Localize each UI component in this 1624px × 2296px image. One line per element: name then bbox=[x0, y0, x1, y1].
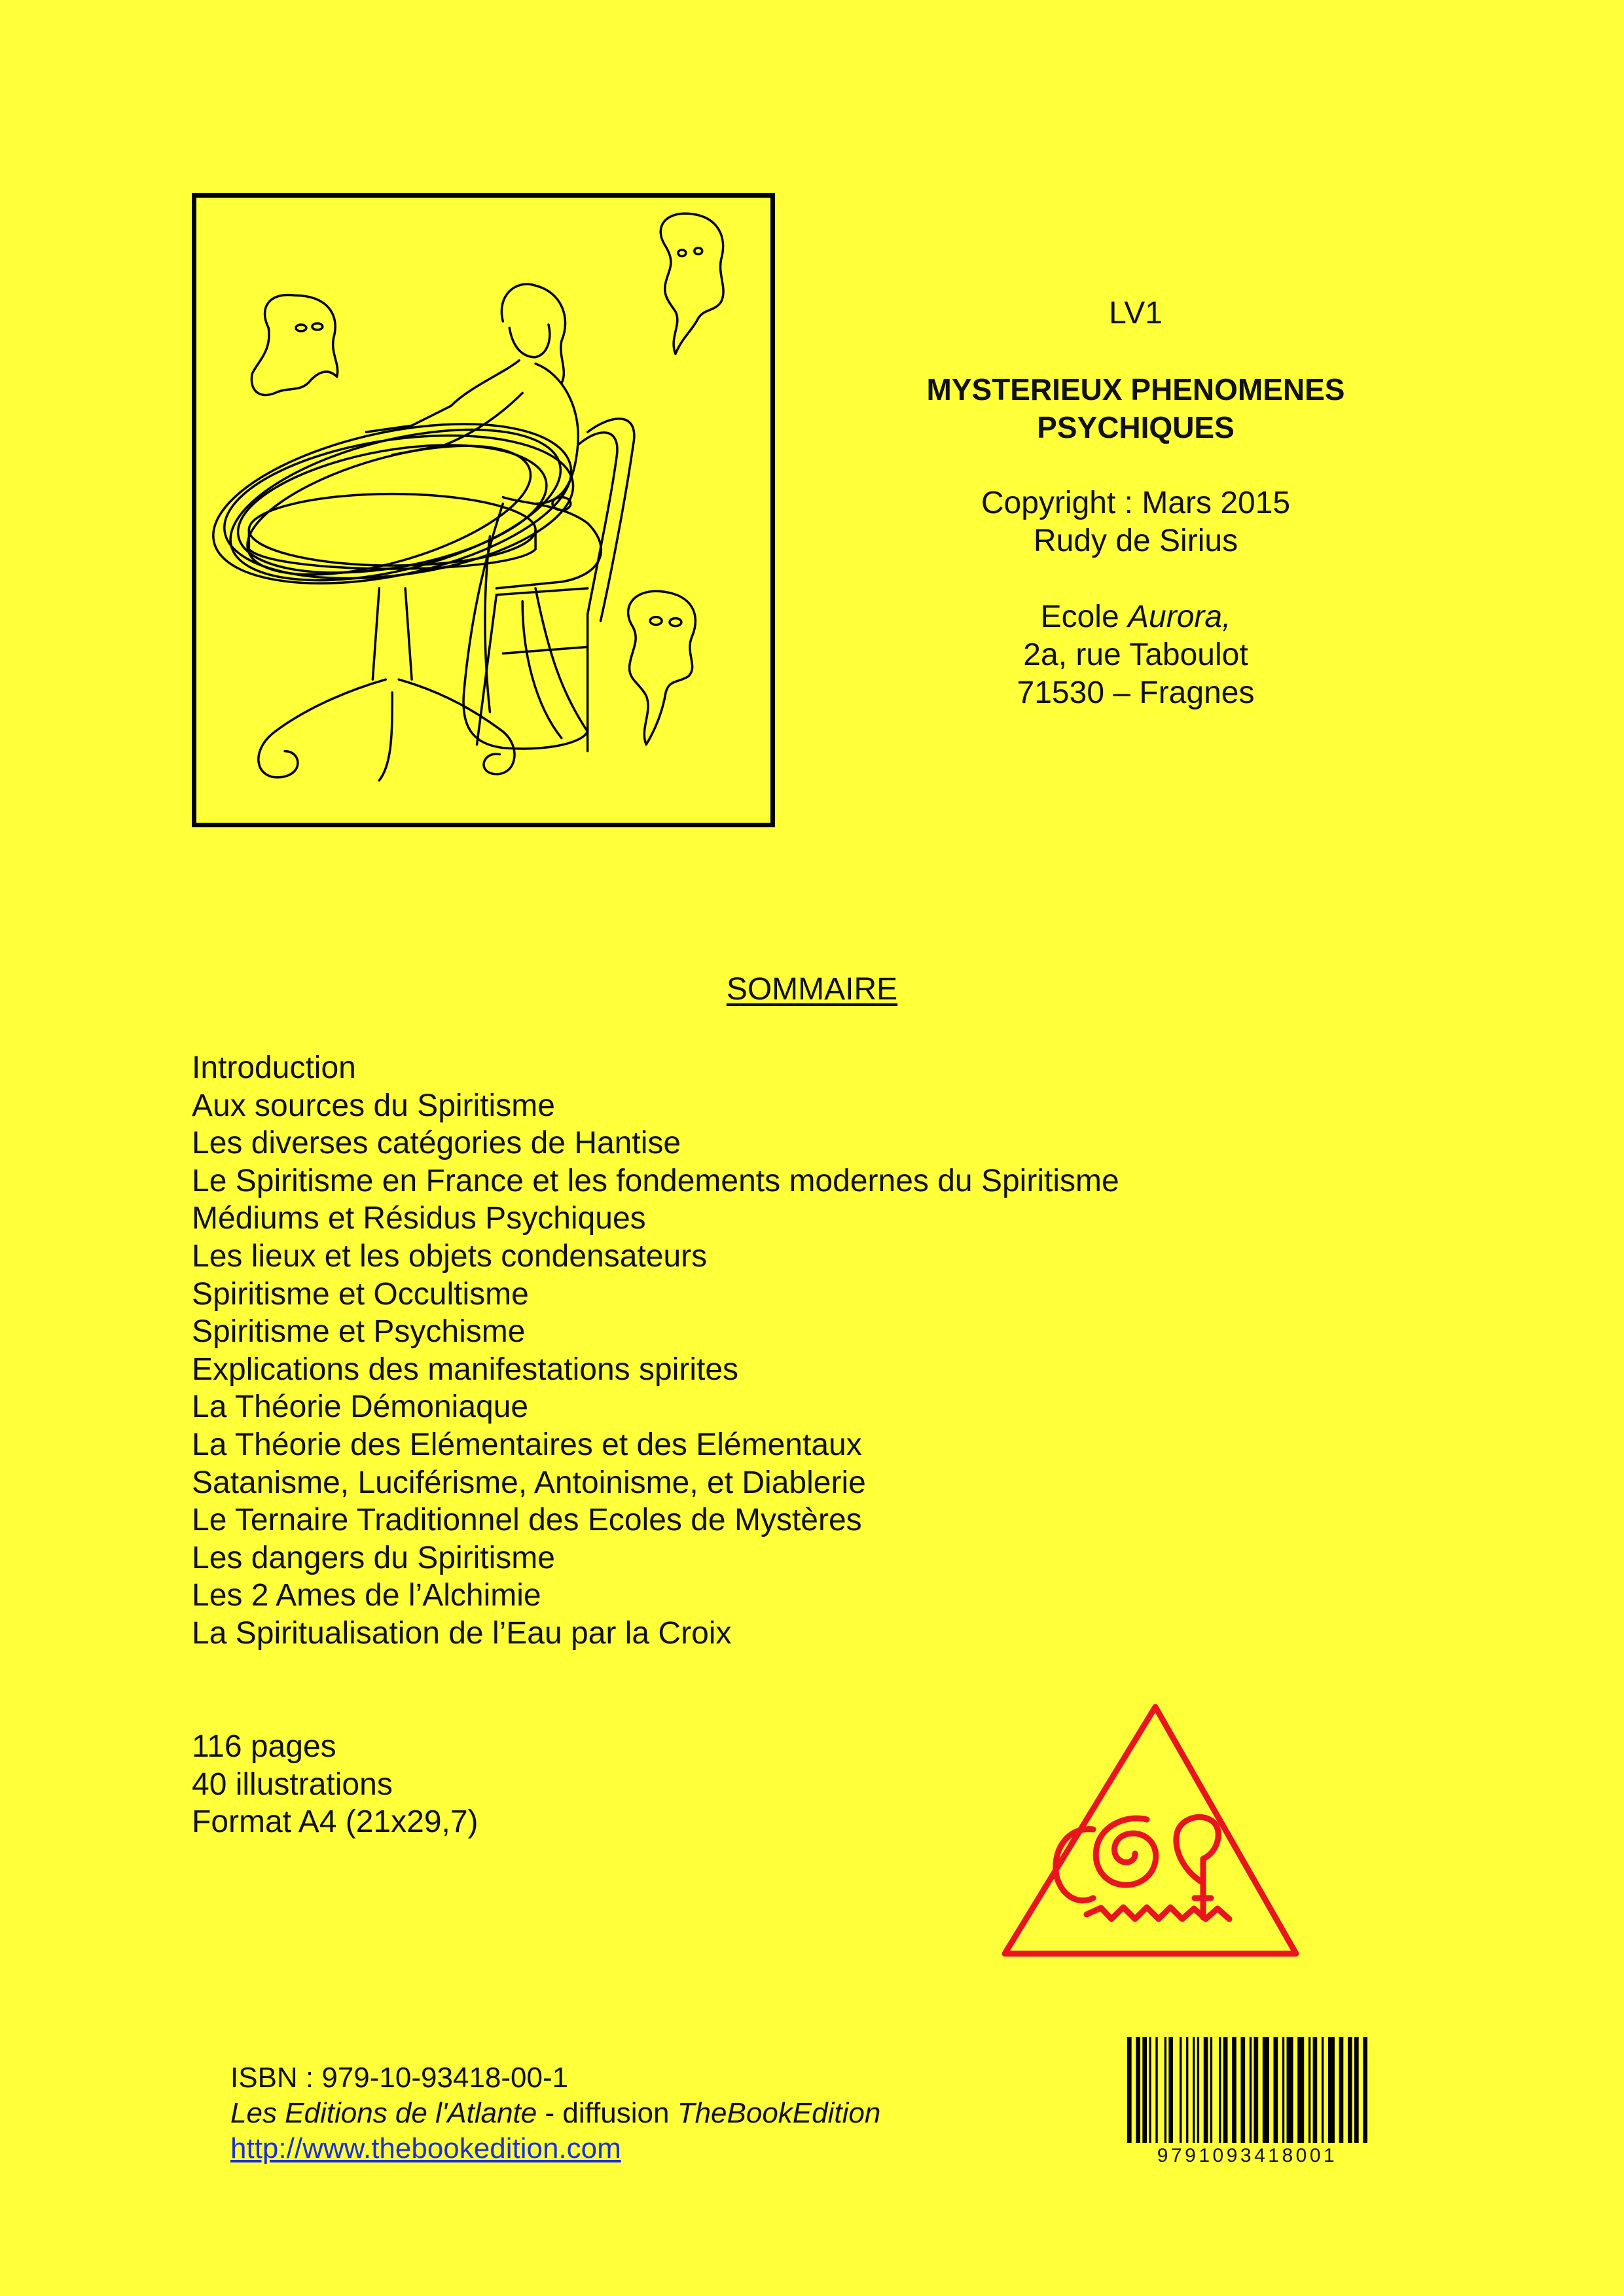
publisher-website-link[interactable]: http://www.thebookedition.com bbox=[230, 2132, 621, 2164]
page-count: 116 pages bbox=[192, 1729, 336, 1764]
author-name: Rudy de Sirius bbox=[1033, 524, 1238, 558]
publisher-line bbox=[230, 2096, 880, 2131]
barcode-bar bbox=[1186, 2037, 1188, 2143]
barcode-bar bbox=[1348, 2037, 1352, 2143]
toc-item: Les diverses catégories de Hantise bbox=[192, 1126, 681, 1161]
sommaire-heading-text: SOMMAIRE bbox=[726, 972, 898, 1007]
barcode-bar bbox=[1136, 2037, 1140, 2143]
barcode-bar bbox=[1282, 2037, 1284, 2143]
toc-item: Les dangers du Spiritisme bbox=[192, 1540, 555, 1575]
ghost-figure bbox=[628, 591, 696, 744]
ghost-figure bbox=[251, 295, 337, 395]
toc-item: Spiritisme et Occultisme bbox=[192, 1276, 529, 1312]
barcode-bar bbox=[1232, 2037, 1236, 2143]
barcode-bar bbox=[1223, 2037, 1228, 2143]
barcode-bar bbox=[1263, 2037, 1269, 2143]
barcode-bar bbox=[1155, 2037, 1157, 2143]
barcode-bar bbox=[1142, 2037, 1147, 2143]
barcode-bar bbox=[1127, 2037, 1132, 2143]
publisher-name: Les Editions de l'Atlante bbox=[230, 2097, 537, 2129]
barcode-bar bbox=[1168, 2037, 1173, 2143]
barcode-bar bbox=[1308, 2037, 1310, 2143]
barcode-bar bbox=[1250, 2037, 1252, 2143]
barcode-bar bbox=[1313, 2037, 1318, 2143]
barcode-digits: 9791093418001 bbox=[1157, 2145, 1338, 2166]
collection-code: LV1 bbox=[1109, 296, 1163, 331]
toc-item: La Théorie Démoniaque bbox=[192, 1390, 529, 1425]
cover-illustration bbox=[192, 193, 775, 827]
isbn-barcode bbox=[1125, 2037, 1370, 2171]
book-title-line-1: MYSTERIEUX PHENOMENES bbox=[926, 372, 1345, 406]
barcode-bar bbox=[1219, 2037, 1221, 2143]
barcode-bar bbox=[1287, 2037, 1293, 2143]
chair bbox=[477, 419, 634, 751]
toc-item: La Théorie des Elémentaires et des Elémentaux bbox=[192, 1427, 862, 1462]
toc-item: Les 2 Ames de l’Alchimie bbox=[192, 1578, 541, 1613]
barcode-bar bbox=[1149, 2037, 1151, 2143]
toc-item: La Spiritualisation de l’Eau par la Croix bbox=[192, 1615, 732, 1651]
barcode-bar bbox=[1210, 2037, 1212, 2143]
barcode-bar bbox=[1254, 2037, 1259, 2143]
table-of-contents bbox=[192, 1049, 1119, 1653]
barcode-bar bbox=[1164, 2037, 1166, 2143]
barcode-bar bbox=[1204, 2037, 1208, 2143]
barcode-bar bbox=[1274, 2037, 1278, 2143]
illustration-count: 40 illustrations bbox=[192, 1767, 393, 1802]
toc-item: Aux sources du Spiritisme bbox=[192, 1088, 555, 1123]
toc-item: Explications des manifestations spirites bbox=[192, 1352, 739, 1387]
toc-item: Le Spiritisme en France et les fondements modernes du Spiritisme bbox=[192, 1163, 1119, 1198]
toc-item: Spiritisme et Psychisme bbox=[192, 1314, 526, 1350]
publisher-info bbox=[230, 2060, 880, 2166]
barcode-bar bbox=[1328, 2037, 1335, 2143]
medium-woman bbox=[366, 284, 601, 749]
medium-table-illustration bbox=[196, 198, 770, 823]
barcode-bar bbox=[1240, 2037, 1245, 2143]
school-line bbox=[844, 598, 1427, 636]
copyright-line: Copyright : Mars 2015 bbox=[981, 486, 1291, 520]
toc-item: Introduction bbox=[192, 1050, 356, 1085]
toc-item: Les lieux et les objets condensateurs bbox=[192, 1238, 708, 1274]
barcode-bars bbox=[1125, 2037, 1370, 2143]
address-city: 71530 – Fragnes bbox=[1017, 675, 1255, 710]
book-format: Format A4 (21x29,7) bbox=[192, 1804, 478, 1840]
barcode-bar bbox=[1193, 2037, 1195, 2143]
barcode-bar bbox=[1363, 2037, 1367, 2143]
barcode-bar bbox=[1197, 2037, 1199, 2143]
sommaire-heading bbox=[0, 971, 1624, 1009]
toc-item: Médiums et Résidus Psychiques bbox=[192, 1201, 646, 1236]
school-name: Aurora, bbox=[1128, 600, 1231, 634]
toc-item: Le Ternaire Traditionnel des Ecoles de Mystères bbox=[192, 1503, 862, 1538]
address-street: 2a, rue Taboulot bbox=[1023, 637, 1248, 672]
toc-item: Satanisme, Luciférisme, Antoinisme, et Diablerie bbox=[192, 1465, 866, 1500]
barcode-bar bbox=[1354, 2037, 1359, 2143]
publisher-emblem-icon bbox=[995, 1702, 1316, 1964]
book-specs bbox=[192, 1728, 478, 1841]
book-info bbox=[844, 295, 1427, 712]
barcode-bar bbox=[1180, 2037, 1182, 2143]
barcode-bar bbox=[1322, 2037, 1324, 2143]
isbn: ISBN : 979-10-93418-00-1 bbox=[230, 2062, 569, 2094]
book-title-line-2: PSYCHIQUES bbox=[1037, 410, 1235, 444]
diffusion-name: TheBookEdition bbox=[677, 2097, 881, 2129]
ghost-figure bbox=[660, 213, 723, 354]
barcode-bar bbox=[1339, 2037, 1344, 2143]
barcode-bar bbox=[1297, 2037, 1304, 2143]
school-prefix: Ecole bbox=[1040, 600, 1128, 634]
diffusion-prefix: - diffusion bbox=[537, 2097, 677, 2129]
